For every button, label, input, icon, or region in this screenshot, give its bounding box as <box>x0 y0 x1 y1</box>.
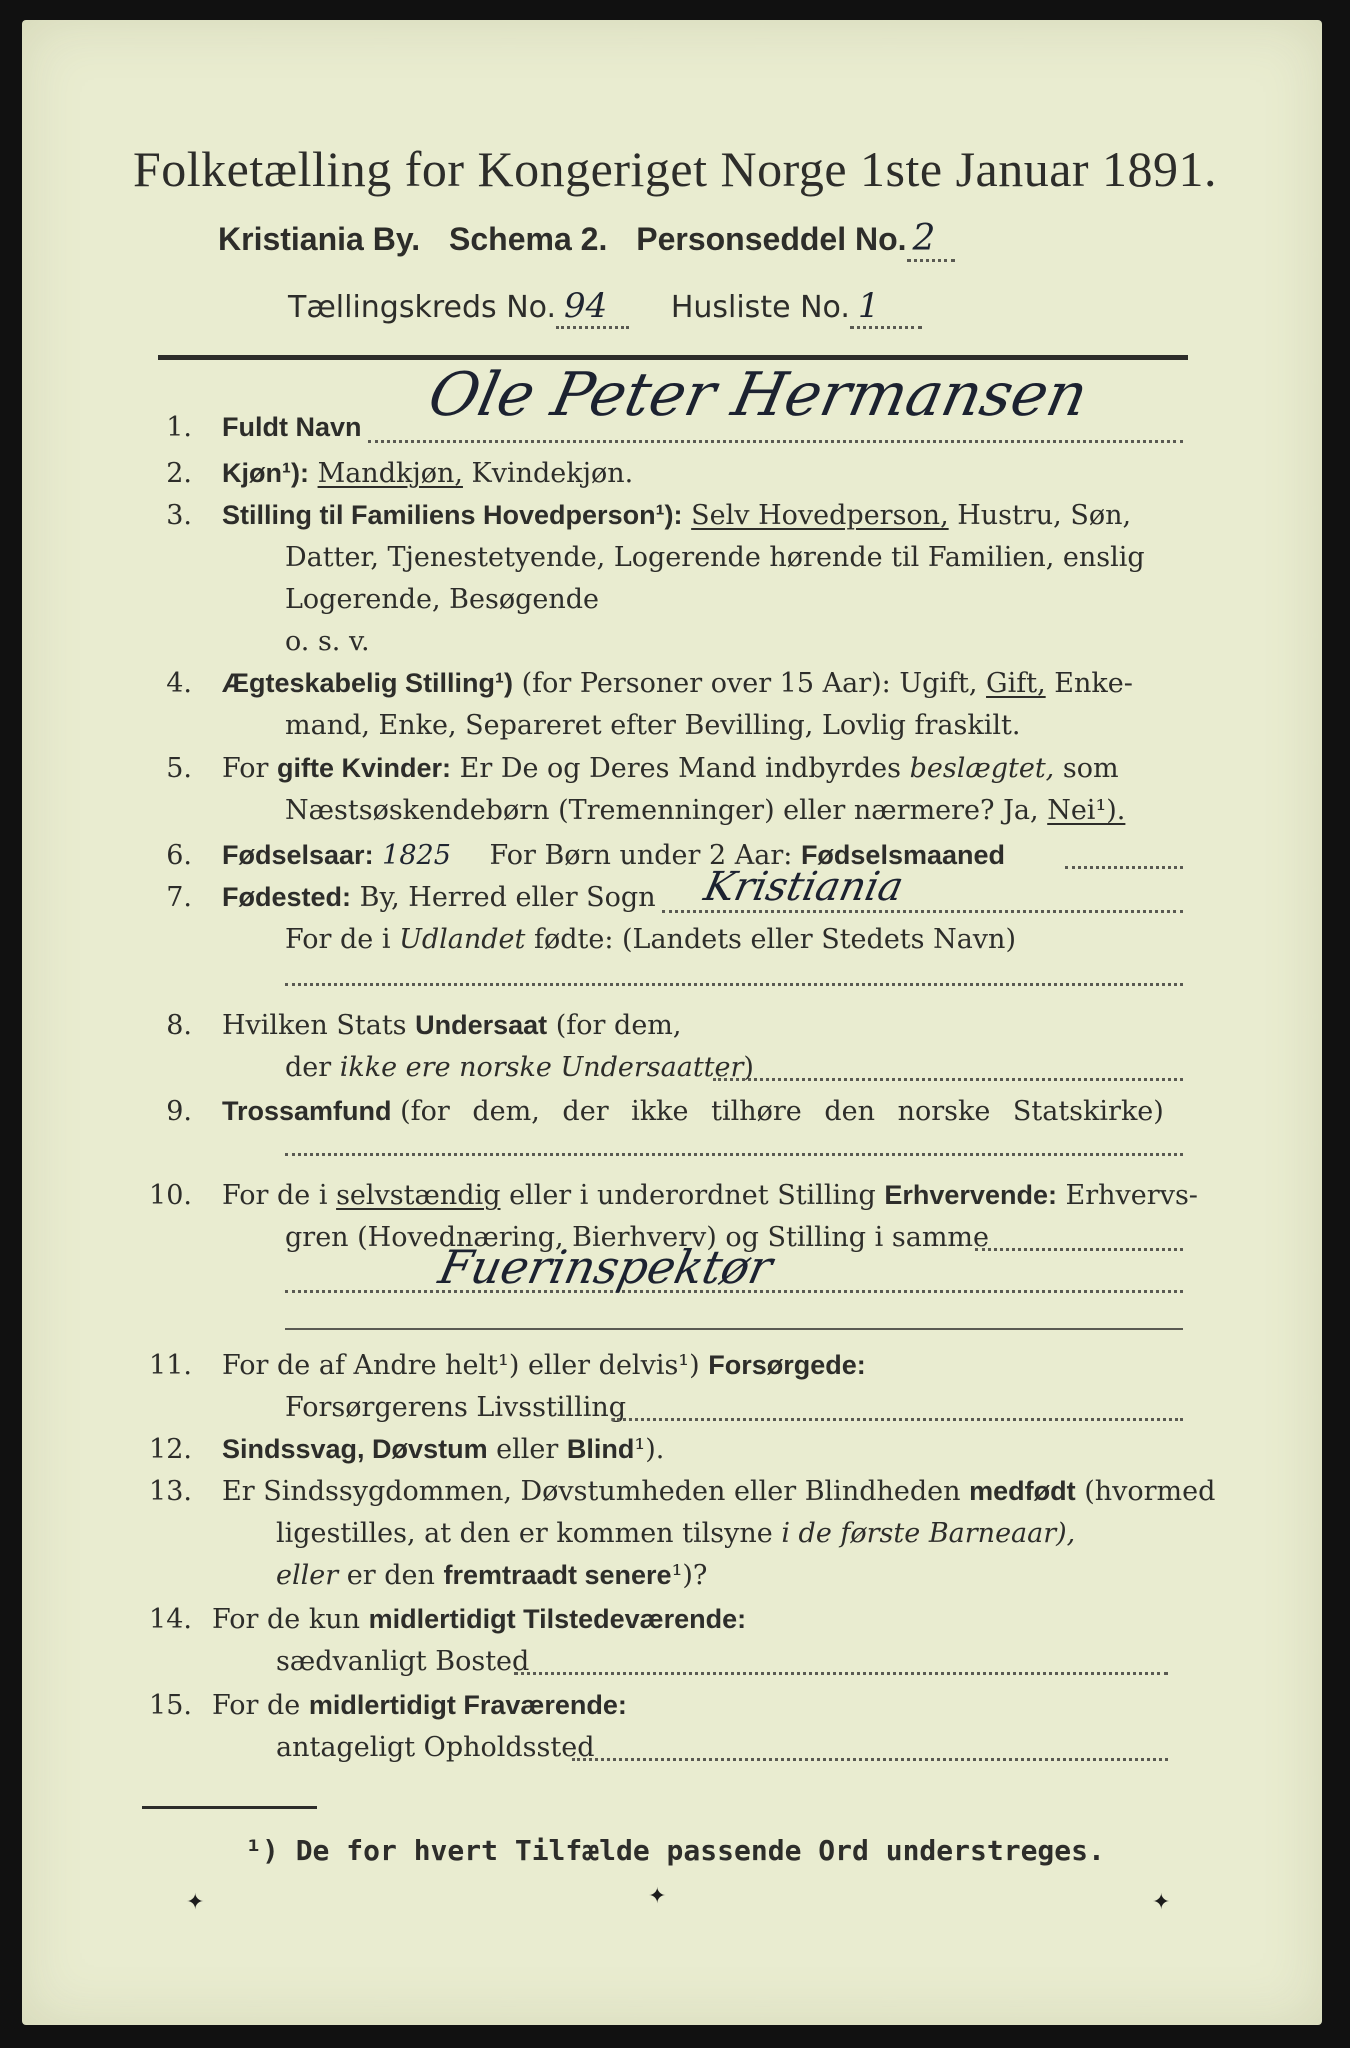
dependent-label: Forsørgede: <box>708 1350 866 1380</box>
disability-label: Sindssvag, Døvstum <box>222 1434 488 1464</box>
occupation-fill-1 <box>975 1248 1183 1251</box>
item-number: 11. <box>149 1350 192 1381</box>
full-name-label: Fuldt Navn <box>222 412 362 442</box>
birthplace-value: Kristiania <box>700 864 908 910</box>
item-number: 7. <box>166 882 192 913</box>
item-number: 3. <box>166 500 192 531</box>
married-women-text2: som <box>1062 753 1119 784</box>
occupation-text3: Erhvervs- <box>1065 1180 1198 1211</box>
birthplace-label: Fødested: <box>222 882 352 912</box>
sex-option-male: Mandkjøn, <box>317 458 463 489</box>
disability-text: eller <box>496 1434 559 1465</box>
married-women-selected: Nei¹). <box>1047 795 1126 826</box>
disability-onset-label2: fremtraadt senere <box>443 1560 672 1590</box>
religion-fill <box>285 1153 1183 1156</box>
disability-onset-text: Er Sindssygdommen, Døvstumheden eller Blindheden <box>222 1476 961 1507</box>
district-line <box>288 286 922 329</box>
disability-onset-line3 <box>276 1560 707 1591</box>
birthplace-fill <box>662 910 1183 913</box>
family-position-selected: Selv Hovedperson, <box>691 500 949 531</box>
husliste-value: 1 <box>850 286 922 329</box>
birth-month-fill <box>1065 866 1183 869</box>
citizenship-text: Hvilken Stats <box>222 1010 407 1041</box>
dependent-text: For de af Andre helt¹) eller delvis¹) <box>222 1350 700 1381</box>
birthplace-abroad-text: fødte: (Landets eller Stedets Navn) <box>533 924 1016 955</box>
citizenship-line2-pre: der <box>285 1052 332 1083</box>
item-number: 14. <box>149 1604 192 1635</box>
family-position-line2: Datter, Tjenestetyende, Logerende hørende til Familien, enslig <box>285 542 1145 573</box>
birthplace-abroad-it: Udlandet <box>399 924 526 955</box>
footnote-rule <box>142 1806 317 1809</box>
item-number: 13. <box>149 1476 192 1507</box>
personseddel-label: Personseddel No. <box>636 221 907 257</box>
full-name-value: Ole Peter Hermansen <box>422 360 1094 430</box>
footnote: ¹) De for hvert Tilfælde passende Ord understreges. <box>245 1834 1105 1867</box>
occupation-fill-3 <box>285 1328 1183 1330</box>
married-women-text: Er De og Deres Mand indbyrdes <box>459 753 901 784</box>
registration-mark-right: ✦ <box>1152 1890 1171 1915</box>
birth-year-value: 1825 <box>382 840 451 871</box>
citizenship-text2: (for dem, <box>555 1010 682 1041</box>
disability-onset-text2: (hvormed <box>1084 1476 1216 1507</box>
family-position-label: Stilling til Familiens Hovedperson¹): <box>222 500 683 530</box>
temp-absent-label: midlertidigt Fraværende: <box>308 1690 627 1720</box>
temp-absent-line2: antageligt Opholdssted <box>276 1732 595 1763</box>
item-number: 1. <box>166 412 192 443</box>
temp-absent-text: For de <box>212 1690 301 1721</box>
disability-onset-line2 <box>276 1518 1075 1549</box>
occupation-text2: eller i underordnet Stilling <box>509 1180 876 1211</box>
registration-mark-center: ✦ <box>648 1884 667 1909</box>
birth-year-label: Fødselsaar: <box>222 840 374 870</box>
birthplace-text: By, Herred eller Sogn <box>359 882 656 913</box>
married-women-related: beslægtet, <box>909 753 1055 784</box>
form-subheader <box>218 218 975 262</box>
item-number: 15. <box>149 1690 192 1721</box>
occupation-label: Erhvervende: <box>884 1180 1057 1210</box>
dependent-fill <box>612 1418 1183 1421</box>
married-women-label: gifte Kvinder: <box>277 753 452 783</box>
temp-absent-fill <box>572 1758 1168 1761</box>
religion-text: (for dem, der ikke tilhøre den norske Statskirke) <box>400 1096 1164 1127</box>
schema-label: Schema 2. <box>449 221 608 257</box>
temp-present-text: For de kun <box>212 1604 360 1635</box>
item-number: 9. <box>166 1096 192 1127</box>
dependent-line2: Forsørgerens Livsstilling <box>285 1392 627 1423</box>
married-women-question: Næstsøskendebørn (Tremenninger) eller nærmere? Ja, <box>285 795 1039 826</box>
disability-onset-line3-it: eller <box>276 1560 339 1591</box>
birthplace-abroad-pre: For de i <box>285 924 391 955</box>
item-number: 8. <box>166 1010 192 1041</box>
sex-label: Kjøn¹): <box>222 458 309 488</box>
marital-status-label: Ægteskabelig Stilling¹) <box>222 668 514 698</box>
occupation-line2: gren (Hovednæring, Bierhverv) og Stilling i samme <box>285 1222 990 1253</box>
registration-mark-left: ✦ <box>186 1890 205 1915</box>
disability-tail: ¹). <box>634 1434 665 1465</box>
sex-option-female: Kvindekjøn. <box>471 458 634 489</box>
item-number: 6. <box>166 840 192 871</box>
religion-label: Trossamfund <box>222 1096 392 1126</box>
birthplace-abroad <box>285 924 1016 955</box>
item-number: 12. <box>149 1434 192 1465</box>
city-label: Kristiania By. <box>218 221 421 257</box>
disability-onset-line2-it: i de første Barneaar), <box>781 1518 1076 1549</box>
citizenship-line2: der ikke ere norske Undersaatter) <box>285 1052 754 1083</box>
citizenship-label: Undersaat <box>415 1010 548 1040</box>
occupation-value: Fuerinspektør <box>434 1240 778 1294</box>
disability-onset-label: medfødt <box>969 1476 1076 1506</box>
citizenship-line2-it: ikke ere norske Undersaatter <box>339 1052 744 1083</box>
personseddel-value: 2 <box>907 218 956 262</box>
disability-onset-tail: ¹)? <box>671 1560 708 1591</box>
form-title: Folketælling for Kongeriget Norge 1ste Januar 1891. <box>132 141 1218 197</box>
married-women-line2 <box>285 795 1125 826</box>
item-number: 5. <box>166 753 192 784</box>
disability-label2: Blind <box>566 1434 635 1464</box>
married-women-pre: For <box>222 753 269 784</box>
family-position-line4: o. s. v. <box>285 626 370 657</box>
marital-status-text2: Enke- <box>1054 668 1133 699</box>
full-name-fill <box>368 440 1183 443</box>
temp-present-line2: sædvanligt Bosted <box>276 1646 530 1677</box>
birth-month-label: Fødselsmaaned <box>800 840 1006 870</box>
occupation-text: For de i <box>222 1180 328 1211</box>
item-number: 2. <box>166 458 192 489</box>
marital-status-text: (for Personer over 15 Aar): Ugift, <box>521 668 978 699</box>
marital-status-line2: mand, Enke, Separeret efter Bevilling, Lovlig fraskilt. <box>285 710 1021 741</box>
birthplace-abroad-fill <box>285 983 1183 986</box>
item-number: 10. <box>149 1180 192 1211</box>
occupation-selected: selvstændig <box>336 1180 501 1211</box>
temp-present-fill <box>514 1672 1168 1675</box>
item-number: 4. <box>166 668 192 699</box>
husliste-label: Husliste No. <box>670 290 850 325</box>
kreds-label: Tællingskreds No. <box>288 290 556 325</box>
kreds-value: 94 <box>556 286 629 329</box>
marital-status-selected: Gift, <box>986 668 1046 699</box>
temp-present-label: midlertidigt Tilstedeværende: <box>368 1604 747 1634</box>
citizenship-fill <box>713 1078 1183 1081</box>
family-position-options: Hustru, Søn, <box>957 500 1132 531</box>
birth-month-text: For Børn under 2 Aar: <box>489 840 793 871</box>
family-position-line3: Logerende, Besøgende <box>285 584 599 615</box>
disability-onset-line2-text: ligestilles, at den er kommen tilsyne <box>276 1518 773 1549</box>
disability-onset-line3-text: er den <box>346 1560 435 1591</box>
